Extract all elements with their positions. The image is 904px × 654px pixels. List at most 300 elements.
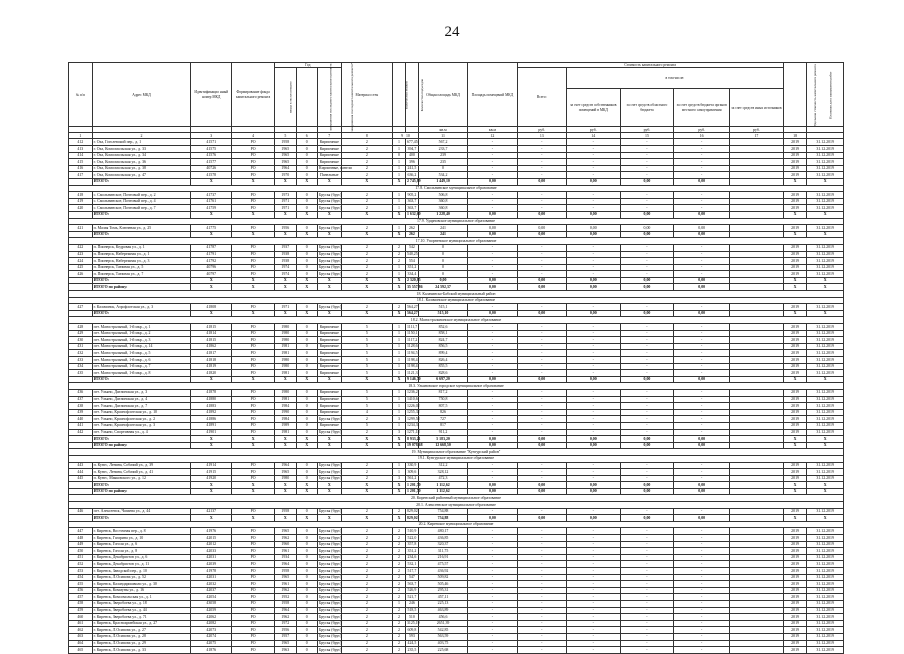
cell: г. Киренск, Восточная пер., д. 8 — [92, 528, 191, 535]
cell — [730, 310, 784, 317]
cell: 3 — [393, 429, 406, 436]
cell: 2 — [393, 568, 406, 575]
cell: 241 — [418, 225, 467, 232]
cell: - — [468, 146, 517, 153]
cell: X — [317, 211, 341, 218]
cell: г. Киренск, Зверобоева ул., д. 71 — [92, 614, 191, 621]
cell: X — [317, 231, 341, 238]
cell: 0,00 — [620, 488, 674, 495]
cell: - — [566, 251, 620, 258]
cell: Брусья (брус) — [318, 588, 342, 593]
cell: - — [566, 462, 620, 469]
cell: 826 — [418, 409, 467, 416]
cell: - — [674, 324, 730, 331]
cell: 0 — [296, 627, 317, 634]
table-row — [69, 475, 844, 482]
cell: 41578 — [191, 172, 232, 179]
cell: 458 — [69, 600, 93, 607]
cell: 42073 — [191, 627, 232, 634]
table-row — [69, 429, 844, 436]
cell: - — [674, 343, 730, 350]
cell: 412 — [69, 139, 93, 146]
table-row — [69, 152, 844, 159]
cell: X — [341, 284, 393, 291]
cell: 1984 — [275, 416, 296, 423]
cell: X — [275, 211, 296, 218]
cell: - — [674, 264, 730, 271]
cell: 2 — [341, 535, 393, 542]
cell: 2019 — [783, 548, 807, 555]
cell: 241,5 — [405, 165, 418, 172]
cell: - — [517, 192, 566, 199]
cell: 31.12.2019 — [807, 607, 844, 614]
cell: 5 183,20 — [418, 436, 467, 443]
cell: - — [566, 146, 620, 153]
cell: 1 — [393, 330, 406, 337]
cell: 1965 — [275, 152, 296, 159]
cell — [730, 442, 784, 449]
page-number: 24 — [444, 24, 460, 40]
cell: - — [674, 587, 730, 594]
cell: X — [191, 515, 232, 522]
cell: 430 — [69, 337, 93, 344]
cell: - — [566, 271, 620, 278]
cell: 0 — [296, 205, 317, 212]
cell: 42075 — [191, 640, 232, 647]
cell: X — [783, 482, 807, 489]
cell: - — [566, 192, 620, 199]
cell: 41820 — [191, 370, 232, 377]
cell: Кирпичные — [317, 370, 341, 377]
section-row — [69, 502, 844, 509]
cell: - — [620, 620, 674, 627]
cell: 424,5 — [405, 640, 418, 647]
cell: - — [674, 396, 730, 403]
cell: 2 — [341, 587, 393, 594]
section-row — [69, 291, 844, 298]
cell: 31.12.2019 — [807, 620, 844, 627]
cell: 2 — [393, 614, 406, 621]
cell: 0,00 — [674, 436, 730, 443]
cell: X — [191, 284, 232, 291]
cell: 0 — [296, 403, 317, 410]
cell: 1974 — [275, 271, 296, 278]
cell: 216,91 — [418, 554, 467, 561]
cell: 400 — [405, 152, 418, 159]
cell: - — [674, 429, 730, 436]
cell: X — [393, 515, 406, 522]
cell: Брусья (брус) — [318, 271, 342, 276]
cell: 0 — [296, 607, 317, 614]
cell: 0 — [418, 258, 467, 265]
cell: 0 — [296, 304, 317, 311]
cell: - — [517, 396, 566, 403]
cell — [730, 409, 784, 416]
cell: с. Смольнинское, Почтовый пер., д. 4 — [92, 198, 191, 205]
cell: 439 — [69, 409, 93, 416]
cell: 2019 — [783, 535, 807, 542]
cell: 9 146,70 — [406, 377, 421, 382]
cell — [730, 488, 784, 495]
cell: 1961 — [275, 581, 296, 588]
cell: РО — [232, 139, 275, 146]
cell: 42037 — [191, 587, 232, 594]
cell: 0 — [296, 165, 317, 172]
cell: 1121,3 — [406, 370, 418, 375]
cell: X — [393, 442, 406, 449]
cell: - — [620, 244, 674, 251]
cell: - — [468, 363, 517, 370]
cell: 1981 — [275, 370, 296, 377]
cell: 31.12.2019 — [807, 198, 844, 205]
cell: РО — [232, 324, 275, 331]
cell: 2 — [393, 581, 406, 588]
cell: 320,37 — [418, 541, 467, 548]
cell: X — [393, 488, 406, 495]
cell: 0,00 — [674, 310, 730, 317]
cell: 31.12.2019 — [807, 350, 844, 357]
cell: 6 697,20 — [418, 376, 467, 383]
cell: ИТОГО: — [92, 277, 191, 284]
cell: 0 — [296, 271, 317, 278]
cell: 41775 — [191, 225, 232, 232]
cell: пгт. Ульяно, Краснофлотская ул., д. 3 — [92, 422, 191, 429]
cell: 1984 — [275, 403, 296, 410]
cell: 1 — [393, 324, 406, 331]
section-row — [69, 238, 844, 245]
cell: - — [674, 462, 730, 469]
cell: Брусья (брус) — [318, 258, 342, 263]
section-row — [69, 495, 844, 502]
cell: пгт. Ульяно, Дятлинская ул., д. 4 — [92, 396, 191, 403]
cell: г. Оха, Комсомольская ул., д. 36 — [92, 159, 191, 166]
cell: 856,5 — [418, 343, 467, 350]
cell: 727 — [418, 416, 467, 423]
cell: 31.12.2019 — [807, 554, 844, 561]
cell: - — [468, 192, 517, 199]
table-row — [69, 251, 844, 258]
section-row — [69, 449, 844, 456]
cell: 0,00 — [620, 211, 674, 218]
cell: 41883 — [191, 403, 232, 410]
section-row — [69, 297, 844, 304]
cell: Брусья (брус) — [318, 555, 342, 560]
cell: - — [517, 198, 566, 205]
cell: Брусья (брус) — [318, 205, 342, 210]
cell: 461 — [69, 620, 93, 627]
cell: РО — [232, 633, 275, 640]
cell: 463,89 — [418, 607, 467, 614]
cell: 42039 — [191, 561, 232, 568]
cell: РО — [232, 258, 275, 265]
cell: X — [232, 277, 275, 284]
cell: 0,00 — [468, 442, 517, 449]
cell: 2 — [341, 462, 393, 469]
cell: - — [517, 508, 566, 515]
cell: - — [566, 370, 620, 377]
cell: - — [517, 614, 566, 621]
cell: - — [517, 324, 566, 331]
cell — [730, 429, 784, 436]
cell: 1 201,70 — [406, 489, 421, 494]
cell: 2 — [393, 607, 406, 614]
cell: 2 — [341, 258, 393, 265]
cell: 328,12 — [418, 469, 467, 476]
cell: 3125,19 — [406, 621, 420, 626]
cell: - — [674, 640, 730, 647]
cell: 41915 — [191, 469, 232, 476]
cell: - — [566, 172, 620, 179]
cell: - — [620, 389, 674, 396]
cell: 0,00 — [517, 442, 566, 449]
cell: 2 745,89 — [406, 179, 421, 184]
cell — [730, 600, 784, 607]
cell: 41815 — [191, 337, 232, 344]
cell: 42062 — [191, 614, 232, 621]
total-row — [69, 376, 844, 383]
cell: РО — [232, 647, 275, 654]
cell: - — [517, 271, 566, 278]
cell: 41978 — [191, 568, 232, 575]
cell: 0 — [296, 647, 317, 654]
cell: Брусья (брус) — [318, 304, 342, 309]
cell: 35 557,86 — [406, 284, 423, 289]
cell: 1234,31 — [406, 423, 420, 428]
cell: 855,5 — [418, 363, 467, 370]
cell: - — [566, 620, 620, 627]
cell: 0,00 — [517, 225, 566, 232]
cell: - — [566, 647, 620, 654]
cell: 2 — [341, 416, 393, 423]
cell: 312,2 — [418, 462, 467, 469]
cell: - — [674, 620, 730, 627]
cell: - — [566, 528, 620, 535]
cell: X — [191, 277, 232, 284]
cell: 262 — [405, 225, 418, 232]
cell: 0 — [296, 251, 317, 258]
cell: 540,25 — [406, 252, 418, 256]
cell: - — [620, 469, 674, 476]
cell: Кирпичные — [317, 389, 341, 396]
table-row — [69, 165, 844, 172]
cell: 1964 — [275, 607, 296, 614]
cell: 1980 — [275, 330, 296, 337]
cell: Брусья (брус) — [318, 581, 342, 586]
header-fund: Формирование фонда капитального ремонта — [232, 63, 275, 127]
cell: 31.12.2019 — [807, 528, 844, 535]
cell: Кирпичные — [317, 146, 341, 153]
cell — [730, 403, 784, 410]
cell: - — [674, 541, 730, 548]
table-row — [69, 416, 844, 423]
table-row — [69, 647, 844, 654]
cell: - — [517, 416, 566, 423]
cell: - — [620, 152, 674, 159]
cell: Брусья (брус) — [318, 568, 342, 573]
cell: Брусья (брус) — [318, 561, 342, 566]
cell: - — [674, 258, 730, 265]
cell: X — [275, 515, 296, 522]
cell: 438 — [69, 403, 93, 410]
cell: X — [296, 277, 317, 284]
header-local: за счет средств бюджета органов местного самоуправления — [674, 89, 730, 127]
cell: 456,6 — [418, 614, 467, 621]
cell: - — [620, 416, 674, 423]
cell: пгт. Ульяно, Дятлинская ул., д. 3 — [92, 389, 191, 396]
cell: 1255,32 — [406, 410, 420, 415]
cell: 0 — [296, 594, 317, 601]
table-row — [69, 396, 844, 403]
cell: 2019 — [783, 172, 807, 179]
cell: 0,00 — [566, 277, 620, 284]
cell: 426 — [69, 271, 93, 278]
cell: X — [783, 310, 807, 317]
cell — [730, 541, 784, 548]
cell: X — [807, 231, 844, 238]
cell: 19 078,68 — [406, 443, 423, 448]
cell: X — [191, 310, 232, 317]
cell: - — [674, 416, 730, 423]
cell: РО — [232, 581, 275, 588]
cell: 2019 — [783, 198, 807, 205]
cell: РО — [232, 337, 275, 344]
cell — [730, 231, 784, 238]
cell: 420 — [69, 205, 93, 212]
cell: 521,7 — [405, 594, 418, 601]
table-row — [69, 389, 844, 396]
cell: 309,6 — [405, 469, 418, 476]
cell: г. Оха, Комсомольская ул., д. 47 — [92, 172, 191, 179]
cell: 0,00 — [517, 277, 566, 284]
cell: 0,00 — [620, 178, 674, 185]
cell: 2019 — [783, 627, 807, 634]
section-row — [69, 455, 844, 462]
section-title: 19.1. Кунгурское муниципальное образование — [69, 455, 844, 462]
cell: 41976 — [191, 528, 232, 535]
cell — [730, 337, 784, 344]
cell: 31.12.2019 — [807, 396, 844, 403]
cell: - — [468, 343, 517, 350]
cell: X — [232, 488, 275, 495]
cell: 422 — [69, 244, 93, 251]
cell: - — [566, 587, 620, 594]
cell: РО — [232, 620, 275, 627]
cell: - — [620, 600, 674, 607]
cell: X — [296, 442, 317, 449]
cell: 2 — [341, 139, 393, 146]
total-row — [69, 515, 844, 522]
cell: - — [517, 574, 566, 581]
cell: - — [468, 271, 517, 278]
cell: 0 — [296, 159, 317, 166]
cell: - — [468, 528, 517, 535]
cell: 1 — [393, 225, 406, 232]
cell: X — [783, 436, 807, 443]
cell: 0,00 — [566, 231, 620, 238]
cell: 1 112,62 — [418, 488, 467, 495]
table-row — [69, 324, 844, 331]
cell: г. Киренск, Красноармейская ул., д. 27 — [92, 620, 191, 627]
cell: РО — [232, 251, 275, 258]
cell — [730, 139, 784, 146]
cell: 41892 — [191, 409, 232, 416]
cell — [730, 535, 784, 542]
cell: - — [620, 548, 674, 555]
total-row — [69, 436, 844, 443]
cell: X — [317, 277, 341, 284]
cell: 2 — [341, 304, 393, 311]
cell — [730, 370, 784, 377]
table-row — [69, 139, 844, 146]
table-row — [69, 422, 844, 429]
cell: 0,00 — [674, 482, 730, 489]
cell: РО — [232, 396, 275, 403]
cell: 0,00 — [674, 488, 730, 495]
cell: 1981 — [275, 429, 296, 436]
section-row — [69, 218, 844, 225]
cell: 2019 — [783, 508, 807, 515]
cell: 2 — [341, 581, 393, 588]
cell: X — [393, 310, 406, 317]
cell: Брусья (брус) — [318, 476, 342, 481]
cell: X — [191, 482, 232, 489]
total-row — [69, 277, 844, 284]
cell: 0 — [296, 330, 317, 337]
cell: 0,00 — [674, 231, 730, 238]
cell: - — [620, 561, 674, 568]
cell: 1 — [393, 370, 406, 377]
cell: 31.12.2019 — [807, 192, 844, 199]
cell: 1965 — [275, 640, 296, 647]
cell: 31.12.2019 — [807, 139, 844, 146]
table-row — [69, 535, 844, 542]
cell: 31.12.2019 — [807, 146, 844, 153]
table-row — [69, 541, 844, 548]
cell: 2 — [341, 614, 393, 621]
cell: - — [566, 357, 620, 364]
cell: 2019 — [783, 343, 807, 350]
cell: г. Киренск, Л.Осипова ул., д. 27 — [92, 627, 191, 634]
cell: X — [191, 376, 232, 383]
cell — [730, 152, 784, 159]
cell: 2019 — [783, 607, 807, 614]
cell: 41815 — [191, 324, 232, 331]
cell: 31.12.2019 — [807, 640, 844, 647]
cell — [730, 225, 784, 232]
header-year-overhaul: завершения последнего капитального ремонта — [296, 68, 317, 127]
cell: - — [674, 422, 730, 429]
cell: X — [275, 436, 296, 443]
cell: 2 — [341, 528, 393, 535]
cell: - — [566, 627, 620, 634]
section-title: 19. Муниципальное образование "Кунгурский район" — [69, 449, 844, 456]
section-title: 20.2. Киренское муниципальное образование — [69, 521, 844, 528]
cell: - — [620, 172, 674, 179]
cell: 2 — [393, 620, 406, 627]
cell: X — [275, 376, 296, 383]
cell — [730, 244, 784, 251]
cell: X — [341, 515, 393, 522]
cell: - — [468, 614, 517, 621]
cell: - — [517, 389, 566, 396]
cell: Брусья (брус) — [318, 245, 342, 250]
cell — [730, 198, 784, 205]
cell: X — [296, 178, 317, 185]
cell: ИТОГО: — [92, 231, 191, 238]
cell: 415 — [69, 159, 93, 166]
cell: 0 — [296, 528, 317, 535]
cell: 5 — [341, 324, 393, 331]
